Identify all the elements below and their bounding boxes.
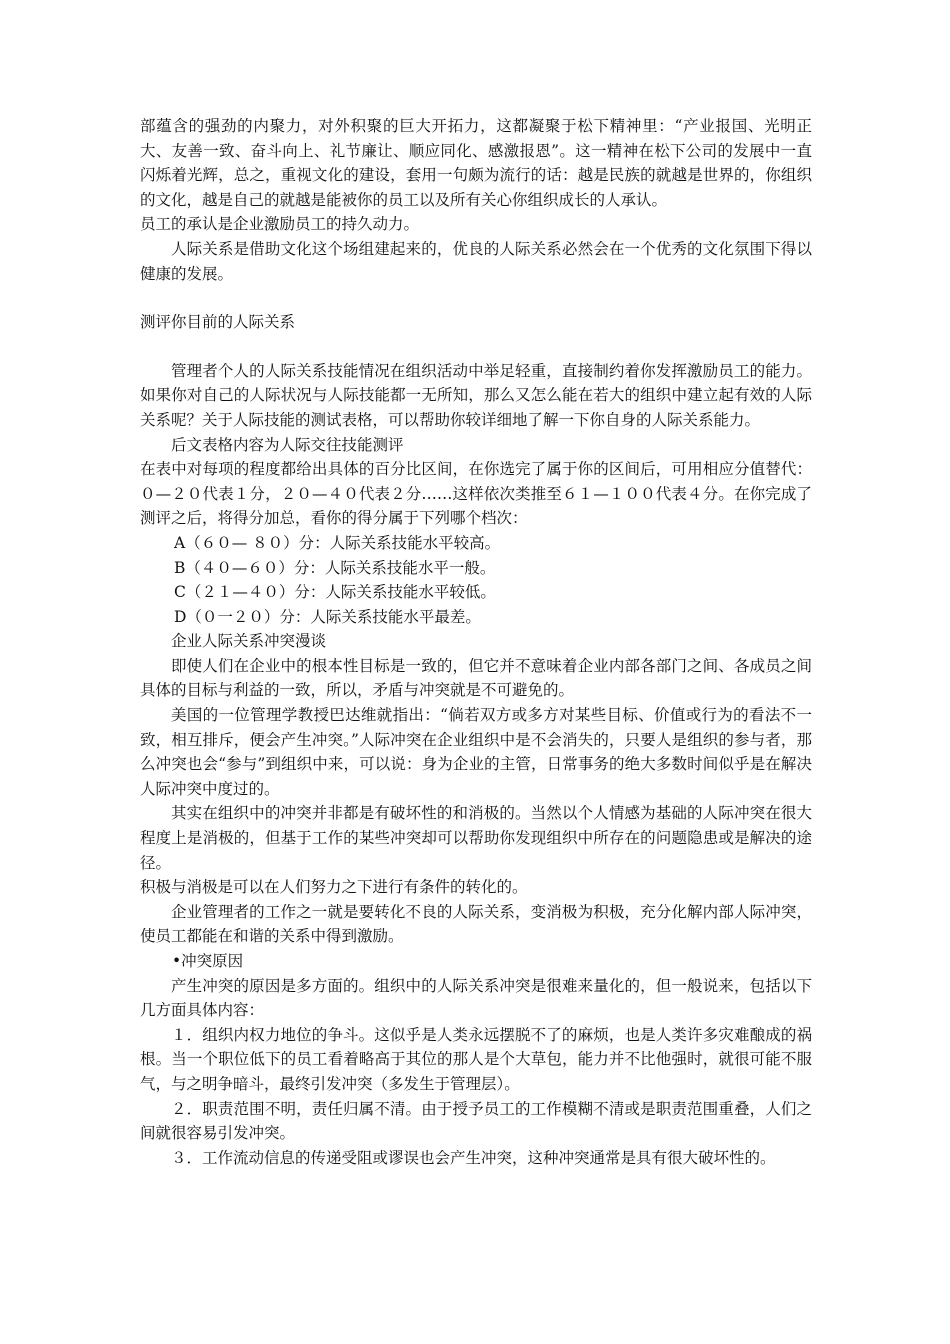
- cause-item-3: ３．工作流动信息的传递受阻或谬误也会产生冲突，这种冲突通常是具有很大破坏性的。: [171, 1148, 776, 1167]
- paragraph-positive-negative: 积极与消极是可以在人们努力之下进行有条件的转化的。: [140, 878, 528, 897]
- paragraph-manager-task: 企业管理者的工作之一就是要转化不良的人际关系，变消极为积极，充分化解内部人际冲突，使员工都能在和谐的关系中得到激励。: [140, 902, 812, 946]
- paragraph-conflict-inevitable: 即使人们在企业中的根本性目标是一致的，但它并不意味着企业内部各部门之间、各成员之间具体的目标与利益的一致，所以，矛盾与冲突就是不可避免的。: [140, 656, 812, 700]
- paragraph-badawi-quote: 美国的一位管理学教授巴达维就指出：“倘若双方或多方对某些目标、价值或行为的看法不一致，相互排斥，便会产生冲突。”人际冲突在企业组织中是不会消失的，只要人是组织的参与者，那么冲突也会“参与”到组织中来，可以说：身为企业的主管，日常事务的绝大多数时间似乎是在解决人际冲突中度过的。: [140, 706, 812, 798]
- document-page: [140, 114, 812, 1170]
- paragraph-matsushita-spirit: 部蕴含的强劲的内聚力，对外积聚的巨大开拓力，这都凝聚于松下精神里：“产业报国、光明正大、友善一致、奋斗向上、礼节廉让、顺应同化、感激报恩”。这一精神在松下公司的发展中一直闪烁着光辉，总之，重视文化的建设，套用一句颇为流行的话：越是民族的就越是世界的，你组织的文化，越是自己的就越是能被你的员工以及所有关心你组织成长的人承认。: [140, 117, 812, 209]
- paragraph-conflict-nature: 其实在组织中的冲突并非都是有破坏性的和消极的。当然以个人情感为基础的人际冲突在很大程度上是消极的，但基于工作的某些冲突却可以帮助你发现组织中所存在的问题隐患或是解决的途径。: [140, 804, 812, 872]
- paragraph-table-note: 后文表格内容为人际交往技能测评: [171, 435, 404, 454]
- cause-item-2: ２．职责范围不明，责任归属不清。由于授予员工的工作模糊不清或是职责范围重叠，人们之间就很容易引发冲突。: [140, 1099, 812, 1143]
- paragraph-causes-intro: 产生冲突的原因是多方面的。组织中的人际关系冲突是很难来量化的，但一般说来，包括以下几方面具体内容：: [140, 976, 812, 1020]
- score-level-c: C（２１—４０）分：人际关系技能水平较低。: [174, 583, 496, 602]
- score-level-a: A（６０— ８０）分：人际关系技能水平较高。: [174, 533, 501, 552]
- paragraph-scoring-method: 在表中对每项的程度都给出具体的百分比区间，在你选完了属于你的区间后，可用相应分值替代：０—２０代表１分，２０—４０代表２分……这样依次类推至６１—１００代表４分。在你完成了测评之后，将得分加总，看你的得分属于下列哪个档次：: [140, 460, 812, 528]
- paragraph-culture-relations: 人际关系是借助文化这个场组建起来的，优良的人际关系必然会在一个优秀的文化氛围下得以健康的发展。: [140, 239, 812, 283]
- score-level-b: B（４０—６０）分：人际关系技能水平一般。: [174, 558, 496, 577]
- section-heading-assessment: 测评你目前的人际关系: [140, 313, 296, 332]
- paragraph-employee-recognition: 员工的承认是企业激励员工的持久动力。: [140, 215, 420, 234]
- section-heading-conflict-causes: •冲突原因: [172, 952, 244, 970]
- section-heading-conflict: 企业人际关系冲突漫谈: [171, 632, 327, 651]
- paragraph-manager-skills: 管理者个人的人际关系技能情况在组织活动中举足轻重，直接制约着你发挥激励员工的能力。如果你对自己的人际状况与人际技能都一无所知，那么又怎么能在若大的组织中建立起有效的人际关系呢？关于人际技能的测试表格，可以帮助你较详细地了解一下你自身的人际关系能力。: [140, 361, 812, 429]
- score-level-d: D（０一２０）分：人际关系技能水平最差。: [174, 607, 481, 626]
- cause-item-1: １．组织内权力地位的争斗。这似乎是人类永远摆脱不了的麻烦，也是人类许多灾难酿成的祸根。当一个职位低下的员工看着略高于其位的那人是个大草包，能力并不比他强时，就很可能不服气，与之明争暗斗，最终引发冲突（多发生于管理层）。: [140, 1025, 812, 1093]
